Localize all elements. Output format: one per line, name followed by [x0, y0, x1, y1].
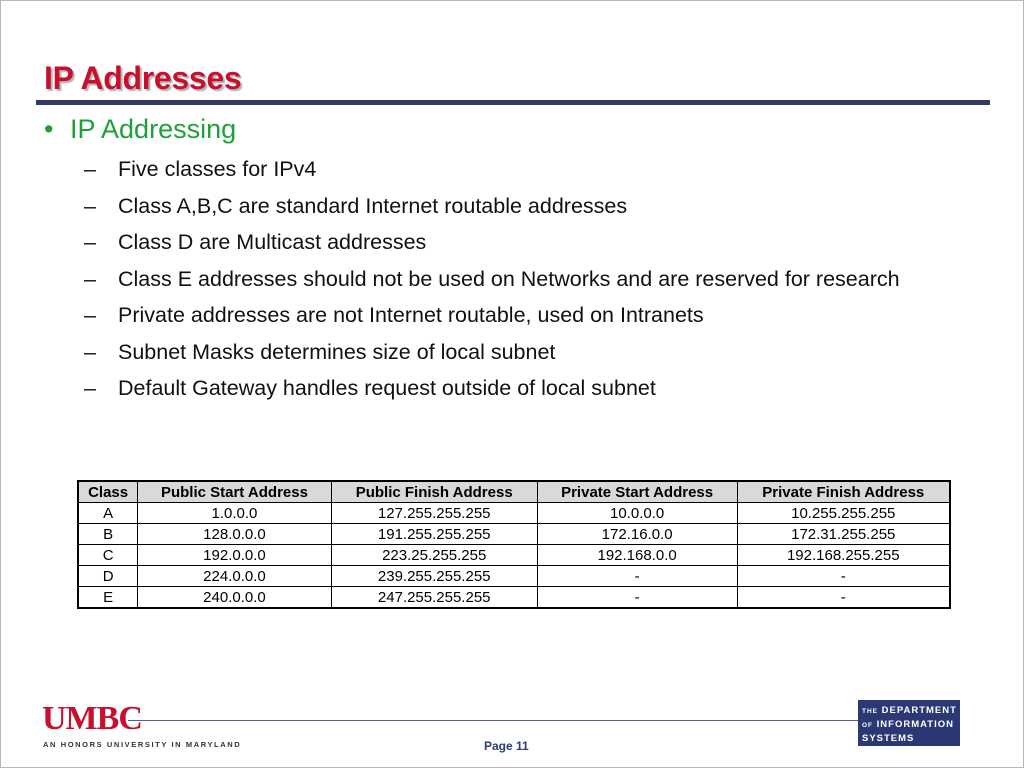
sub-bullet-item: [84, 374, 964, 403]
cell-private-start: 172.16.0.0: [537, 524, 737, 545]
table-row: [78, 566, 950, 587]
department-logo: [858, 700, 960, 746]
main-bullet-label: IP Addressing: [70, 114, 237, 144]
sub-bullet-item: [84, 338, 964, 367]
header-class: Class: [78, 481, 138, 503]
cell-class: B: [78, 524, 138, 545]
cell-private-finish: 192.168.255.255: [737, 545, 950, 566]
sub-bullet-item: [84, 228, 964, 257]
cell-private-finish: -: [737, 587, 950, 609]
sub-bullet-text: Class A,B,C are standard Internet routable addresses: [118, 193, 628, 218]
dash-icon: –: [84, 157, 96, 181]
dept-prefix: THE: [862, 708, 878, 715]
table-row: [78, 503, 950, 524]
cell-public-finish: 247.255.255.255: [331, 587, 537, 609]
table-row: [78, 524, 950, 545]
cell-public-finish: 223.25.255.255: [331, 545, 537, 566]
cell-public-start: 240.0.0.0: [138, 587, 331, 609]
table-header-row: [78, 481, 950, 503]
page-number: Page 11: [484, 739, 529, 753]
dash-icon: –: [84, 193, 96, 218]
sub-bullet-item: [84, 155, 964, 184]
dash-icon: –: [84, 303, 96, 327]
header-public-finish: Public Finish Address: [331, 481, 537, 503]
dept-prefix: OF: [862, 722, 874, 729]
sub-bullet-item: [84, 192, 964, 221]
cell-private-start: 192.168.0.0: [537, 545, 737, 566]
dash-icon: –: [84, 230, 96, 254]
sub-bullet-text: Private addresses are not Internet routable, used on Intranets: [118, 303, 704, 327]
cell-public-finish: 239.255.255.255: [331, 566, 537, 587]
cell-private-finish: 172.31.255.255: [737, 524, 950, 545]
slide-title: IP Addresses: [44, 60, 242, 96]
dept-word: SYSTEMS: [862, 733, 915, 744]
cell-class: E: [78, 587, 138, 609]
sub-bullet-text: Class E addresses should not be used on Networks and are reserved for research: [118, 266, 900, 291]
cell-public-start: 192.0.0.0: [138, 545, 331, 566]
cell-public-start: 128.0.0.0: [138, 524, 331, 545]
dept-line-3: [862, 732, 960, 745]
header-private-start: Private Start Address: [537, 481, 737, 503]
cell-public-start: 1.0.0.0: [138, 503, 331, 524]
cell-public-finish: 127.255.255.255: [331, 503, 537, 524]
umbc-logo: UMBC: [42, 700, 142, 737]
title-divider: [36, 100, 990, 105]
main-bullet: [44, 114, 236, 145]
cell-private-start: -: [537, 566, 737, 587]
sub-bullet-text: Subnet Masks determines size of local subnet: [118, 339, 556, 364]
sub-bullet-list: [84, 155, 964, 411]
header-private-finish: Private Finish Address: [737, 481, 950, 503]
dash-icon: –: [84, 376, 96, 400]
cell-private-start: -: [537, 587, 737, 609]
sub-bullet-item: [84, 301, 964, 330]
footer-divider: [128, 720, 858, 721]
cell-class: D: [78, 566, 138, 587]
dept-line-1: [862, 704, 960, 718]
umbc-tagline: AN HONORS UNIVERSITY IN MARYLAND: [43, 740, 242, 749]
dept-word: DEPARTMENT: [881, 705, 957, 716]
sub-bullet-text: Five classes for IPv4: [118, 157, 317, 181]
ip-class-table: [77, 480, 951, 609]
table-row: [78, 587, 950, 609]
header-public-start: Public Start Address: [138, 481, 331, 503]
dept-line-2: [862, 718, 960, 732]
cell-private-finish: 10.255.255.255: [737, 503, 950, 524]
sub-bullet-text: Default Gateway handles request outside of local subnet: [118, 376, 656, 400]
cell-public-start: 224.0.0.0: [138, 566, 331, 587]
sub-bullet-item: [84, 265, 964, 294]
cell-public-finish: 191.255.255.255: [331, 524, 537, 545]
cell-private-finish: -: [737, 566, 950, 587]
cell-class: A: [78, 503, 138, 524]
table-row: [78, 545, 950, 566]
sub-bullet-text: Class D are Multicast addresses: [118, 230, 427, 254]
dash-icon: –: [84, 266, 96, 291]
dept-word: INFORMATION: [876, 719, 954, 730]
dash-icon: –: [84, 339, 96, 364]
cell-private-start: 10.0.0.0: [537, 503, 737, 524]
bullet-dot-icon: •: [44, 114, 54, 144]
cell-class: C: [78, 545, 138, 566]
